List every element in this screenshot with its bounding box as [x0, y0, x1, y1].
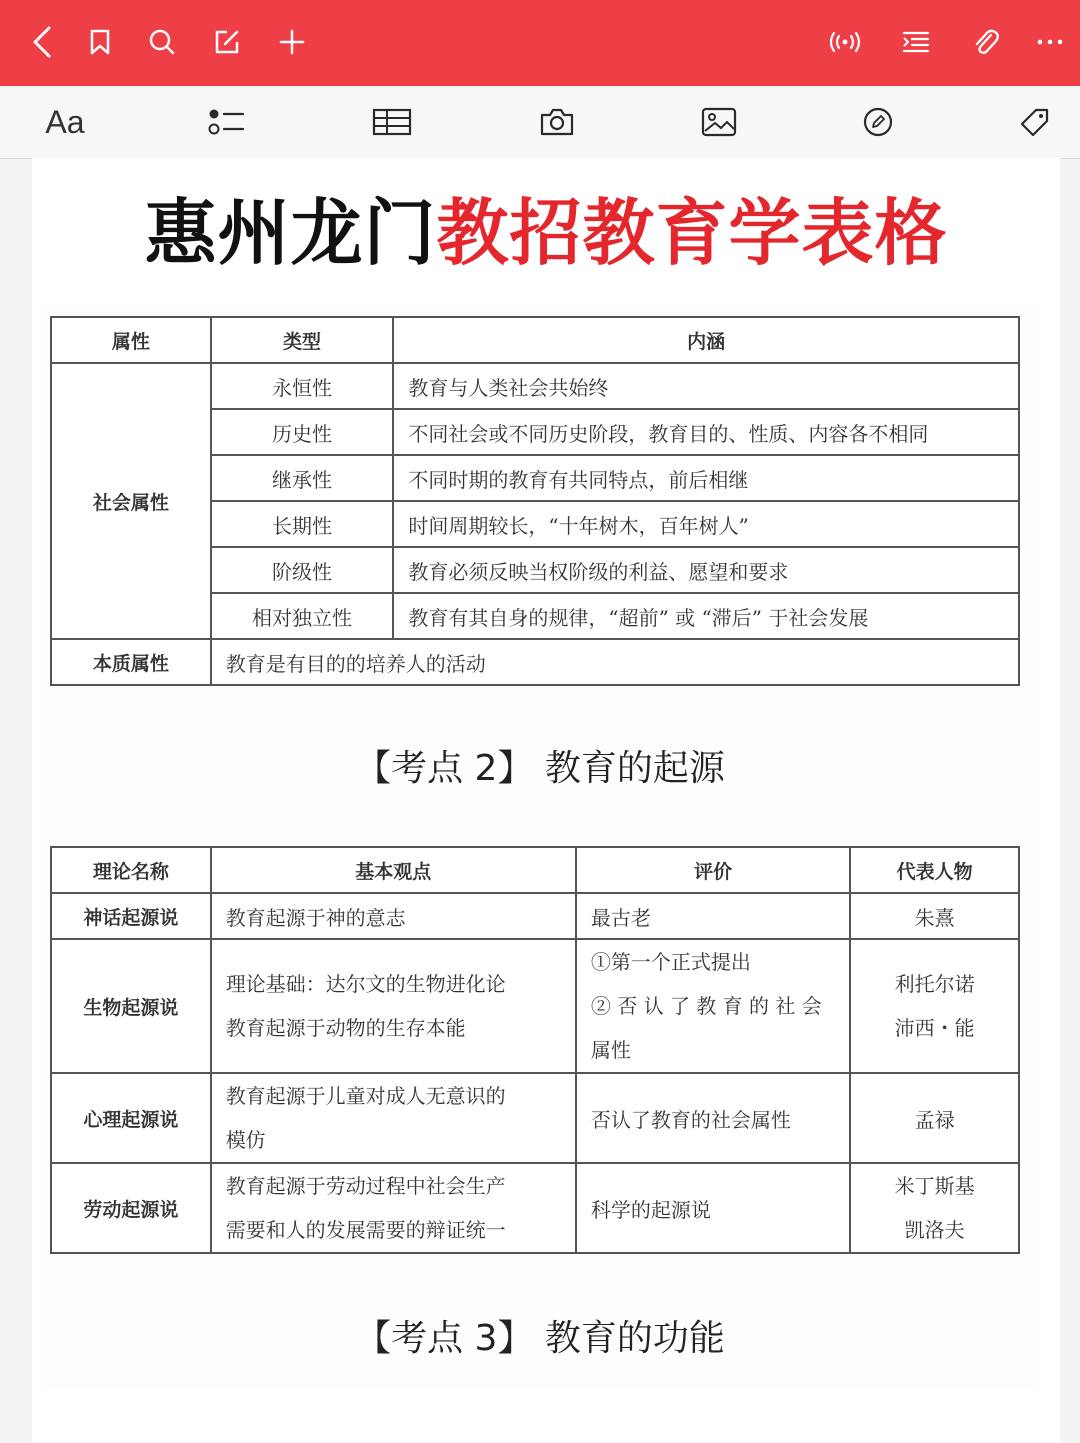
theory-name-cell: 神话起源说: [51, 893, 211, 939]
evaluation-cell: 科学的起源说: [576, 1163, 850, 1253]
header-view: 基本观点: [211, 847, 576, 893]
table-icon[interactable]: [370, 102, 414, 142]
people-cell: [850, 939, 1019, 1073]
type-cell: 长期性: [211, 501, 394, 547]
person-name: 沛西・能: [894, 1016, 975, 1040]
theory-name-cell: 心理起源说: [51, 1073, 211, 1163]
evaluation-cell: [576, 939, 850, 1073]
people-cell: 朱熹: [850, 893, 1019, 939]
view-line: 需要和人的发展需要的辩证统一: [225, 1218, 506, 1242]
edit-icon[interactable]: [207, 22, 247, 62]
section-heading-function: 【考点 3】 教育的功能: [355, 1318, 725, 1359]
education-origin-table: [50, 846, 1020, 1254]
essence-attribute-label: 本质属性: [51, 639, 211, 685]
evaluation-line: ①第一个正式提出: [590, 950, 751, 974]
type-cell: 继承性: [211, 455, 394, 501]
table-row: [51, 639, 1019, 685]
checklist-icon[interactable]: [205, 102, 249, 142]
view-line: 教育起源于劳动过程中社会生产: [225, 1174, 506, 1198]
back-icon[interactable]: [22, 22, 62, 62]
view-line: 理论基础：达尔文的生物进化论: [225, 972, 506, 996]
search-icon[interactable]: [142, 22, 182, 62]
table-row: [51, 893, 1019, 939]
header-attribute: 属性: [51, 317, 211, 363]
header-type: 类型: [211, 317, 394, 363]
title-red-part: 教招教育学表格: [436, 191, 948, 275]
bookmark-icon[interactable]: [80, 22, 120, 62]
evaluation-line: ② 否 认 了 教 育 的 社 会: [590, 994, 822, 1018]
view-line: 模仿: [225, 1128, 266, 1152]
person-name: 米丁斯基: [894, 1174, 975, 1198]
document-title: [32, 188, 1060, 278]
outline-icon[interactable]: [896, 22, 936, 62]
broadcast-icon[interactable]: [825, 22, 865, 62]
type-cell: 历史性: [211, 409, 394, 455]
type-cell: 相对独立性: [211, 593, 394, 639]
plus-icon[interactable]: [272, 22, 312, 62]
education-attributes-table: [50, 316, 1020, 686]
view-cell: [211, 1163, 576, 1253]
title-black-part: 惠州龙门: [144, 191, 437, 275]
header-theory: 理论名称: [51, 847, 211, 893]
content-cell: 不同时期的教育有共同特点，前后相继: [393, 455, 1019, 501]
people-cell: 孟禄: [850, 1073, 1019, 1163]
more-icon[interactable]: [1030, 22, 1070, 62]
social-attribute-label: 社会属性: [51, 363, 211, 639]
table-row: [51, 1073, 1019, 1163]
image-icon[interactable]: [697, 102, 741, 142]
table-header-row: [51, 317, 1019, 363]
person-name: 凯洛夫: [904, 1218, 965, 1242]
tag-icon[interactable]: [1013, 102, 1057, 142]
type-cell: 阶级性: [211, 547, 394, 593]
content-cell: 教育必须反映当权阶级的利益、愿望和要求: [393, 547, 1019, 593]
header-people: 代表人物: [850, 847, 1019, 893]
evaluation-cell: 否认了教育的社会属性: [576, 1073, 850, 1163]
header-evaluation: 评价: [576, 847, 850, 893]
section-heading-origin: 【考点 2】 教育的起源: [355, 748, 725, 789]
header-content: 内涵: [393, 317, 1019, 363]
theory-name-cell: 生物起源说: [51, 939, 211, 1073]
attachment-icon[interactable]: [965, 22, 1005, 62]
evaluation-line: 属性: [590, 1038, 631, 1062]
content-cell: 时间周期较长，“十年树木，百年树人”: [393, 501, 1019, 547]
view-line: 教育起源于儿童对成人无意识的: [225, 1084, 506, 1108]
people-cell: [850, 1163, 1019, 1253]
font-format-button[interactable]: Aa: [45, 103, 85, 140]
view-cell: [211, 1073, 576, 1163]
table-row: [51, 363, 1019, 409]
view-cell: 教育起源于神的意志: [211, 893, 576, 939]
pen-icon[interactable]: [856, 102, 900, 142]
person-name: 利托尔诺: [894, 972, 975, 996]
top-bar: [0, 0, 1080, 86]
view-cell: [211, 939, 576, 1073]
view-line: 教育起源于动物的生存本能: [225, 1016, 466, 1040]
table-row: [51, 939, 1019, 1073]
note-page[interactable]: [32, 158, 1060, 1443]
content-cell: 教育有其自身的规律，“超前” 或 “滞后” 于社会发展: [393, 593, 1019, 639]
format-toolbar: [0, 86, 1080, 159]
camera-icon[interactable]: [535, 102, 579, 142]
table-header-row: [51, 847, 1019, 893]
content-cell: 不同社会或不同历史阶段，教育目的、性质、内容各不相同: [393, 409, 1019, 455]
evaluation-cell: 最古老: [576, 893, 850, 939]
essence-content-cell: 教育是有目的的培养人的活动: [211, 639, 1019, 685]
theory-name-cell: 劳动起源说: [51, 1163, 211, 1253]
embedded-document-image: [42, 304, 1038, 1390]
type-cell: 永恒性: [211, 363, 394, 409]
table-row: [51, 1163, 1019, 1253]
content-cell: 教育与人类社会共始终: [393, 363, 1019, 409]
